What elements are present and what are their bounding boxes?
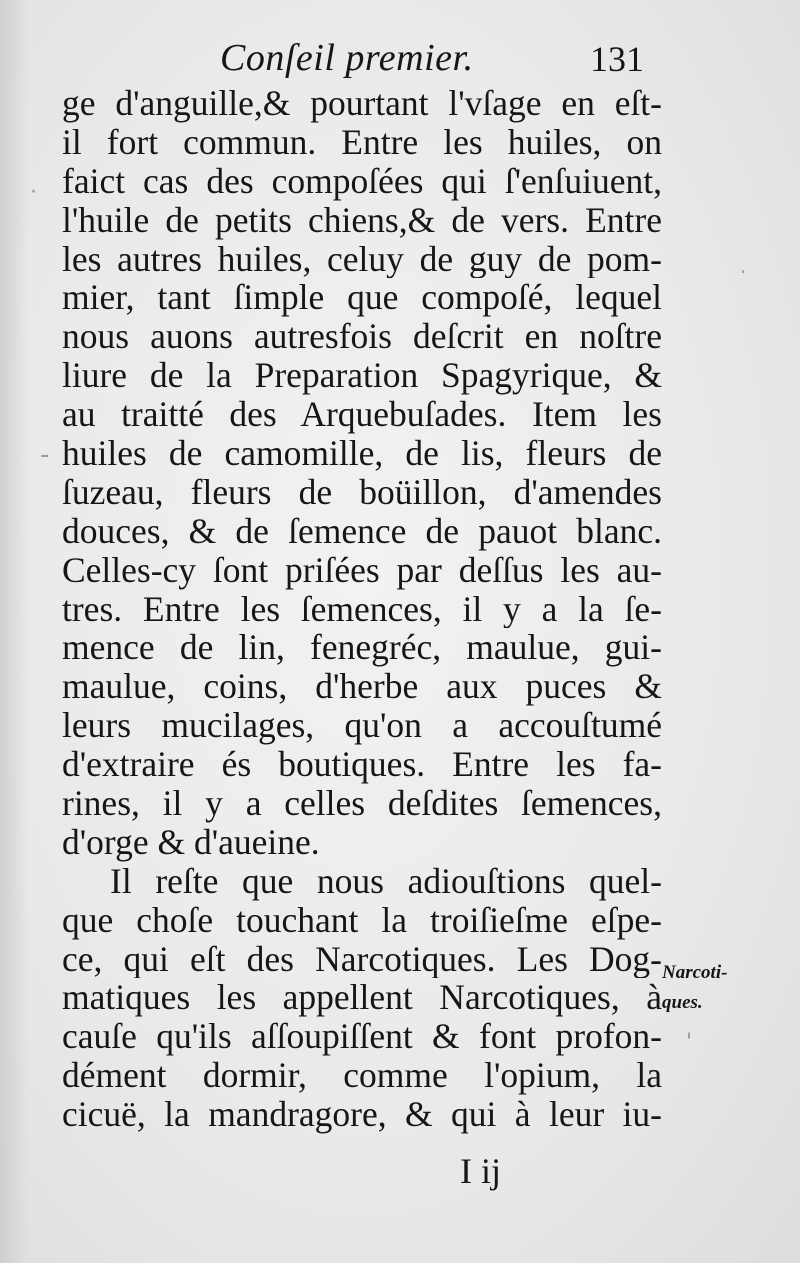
- running-head-title: Conſeil premier.: [220, 37, 474, 79]
- text-line: dément dormir, comme l'opium, la: [62, 1056, 662, 1096]
- text-line: l'huile de petits chiens,& de vers. Entre: [62, 200, 662, 240]
- ink-speck: ·: [740, 260, 747, 284]
- text-line: tres. Entre les ſemences, il y a la ſe-: [62, 589, 662, 629]
- ink-speck: -: [40, 440, 50, 470]
- margin-note-line: Narcoti-: [662, 962, 728, 983]
- ink-speck: ': [686, 1030, 693, 1055]
- margin-note-line: ques.: [662, 992, 703, 1013]
- text-line: mier, tant ſimple que compoſé, lequel: [62, 278, 662, 318]
- page-edge-shadow: [0, 0, 28, 1263]
- text-line: Il reſte que nous adiouſtions quel-: [110, 861, 662, 901]
- text-line: faict cas des compoſées qui ſ'enſuiuent,: [62, 161, 662, 201]
- text-line: maulue, coins, d'herbe aux puces &: [62, 667, 662, 707]
- text-line: huiles de camomille, de lis, fleurs de: [62, 434, 662, 473]
- text-line: les autres huiles, celuy de guy de pom-: [62, 239, 662, 279]
- text-line: nous auons autresfois deſcrit en noſtre: [62, 317, 662, 357]
- text-line: Celles-cy ſont priſées par deſſus les au-: [62, 550, 662, 590]
- running-head: [60, 36, 660, 86]
- body-text: [62, 84, 662, 1134]
- text-line: liure de la Preparation Spagyrique, &: [62, 356, 662, 396]
- page-number: 131: [590, 39, 644, 79]
- text-line: ge d'anguille,& pourtant l'vſage en eſt-: [62, 84, 662, 123]
- text-line: d'orge & d'aueine.: [62, 822, 320, 862]
- text-line: mence de lin, fenegréc, maulue, gui-: [62, 628, 662, 668]
- text-line: matiques les appellent Narcotiques, à: [62, 978, 662, 1018]
- text-line: au traitté des Arquebuſades. Item les: [62, 395, 662, 435]
- text-line: cauſe qu'ils aſſoupiſſent & font profon-: [62, 1017, 662, 1057]
- text-line: rines, il y a celles deſdites ſemences,: [62, 784, 662, 823]
- ink-speck: ·: [30, 180, 37, 205]
- text-line: d'extraire és boutiques. Entre les fa-: [62, 745, 662, 785]
- text-line: ce, qui eſt des Narcotiques. Les Dog-: [62, 939, 662, 979]
- margin-note: [662, 958, 772, 1018]
- text-line: leurs mucilages, qu'on a accouſtumé: [62, 706, 662, 746]
- text-line: il fort commun. Entre les huiles, on: [62, 122, 662, 162]
- text-line: cicuë, la mandragore, & qui à leur iu-: [62, 1095, 662, 1135]
- text-line: ſuzeau, fleurs de boüillon, d'amendes: [62, 472, 662, 512]
- text-line: douces, & de ſemence de pauot blanc.: [62, 511, 662, 551]
- signature-mark: I ij: [460, 1151, 501, 1191]
- text-line: que choſe touchant la troiſieſme eſpe-: [62, 900, 662, 940]
